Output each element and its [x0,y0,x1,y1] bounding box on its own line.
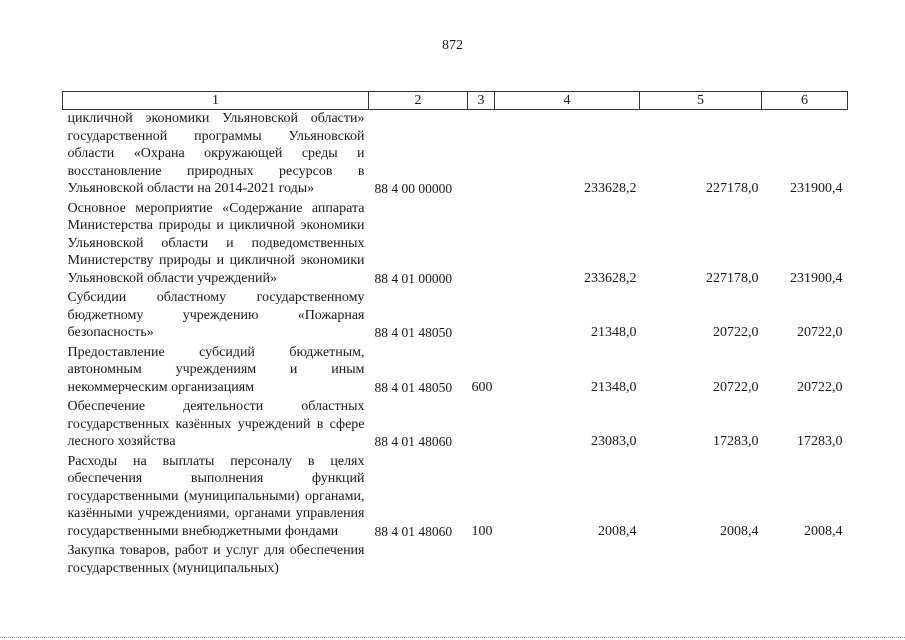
row-value-col4: 2008,4 [598,523,637,539]
row-value-col4: 23083,0 [591,434,637,449]
column-header-3: 3 [468,92,495,110]
row-code: 88 4 01 00000 [374,270,453,286]
row-value-col5: 2008,4 [720,523,759,539]
column-header-5: 5 [640,92,762,110]
column-header-6: 6 [762,92,848,110]
row-value-col5: 17283,0 [713,434,759,449]
row-value-col4: 233628,2 [584,181,637,196]
budget-table [62,91,848,578]
row-value-col5 [640,541,762,578]
row-value-col6: 231900,4 [790,181,843,196]
row-value-col4: 21348,0 [591,379,637,395]
table-row [63,541,848,578]
row-expense-type [468,288,495,343]
row-code: 88 4 01 48050 [374,379,453,395]
row-value-col6 [762,541,848,578]
table-row [63,452,848,542]
row-name: Предоставление субсидий бюджетным, автономным учреждениям и иным некоммерческим организациям [67,344,365,395]
row-value-col5: 227178,0 [706,270,759,286]
row-code: 88 4 00 00000 [374,181,453,196]
row-name: Основное мероприятие «Содержание аппарата Министерства природы и цикличной экономики Ульяновской области и подведомственных Министерству природы и цикличной экономики Ульяновской области учреждений» [67,200,365,286]
row-code: 88 4 01 48060 [374,523,453,539]
row-name: Субсидии областному государственному бюджетному учреждению «Пожарная безопасность» [67,290,365,340]
row-expense-type [468,397,495,452]
page-number: 872 [442,38,463,53]
row-code: 88 4 01 48050 [374,325,453,340]
row-name: Расходы на выплаты персоналу в целях обеспечения выполнения функций государственными (муниципальными) органами, казёнными учреждениями, органами управления государственными внебюджетными фондами [67,453,365,539]
row-value-col4 [495,541,640,578]
row-value-col4: 21348,0 [591,325,637,340]
row-code: 88 4 01 48060 [374,434,453,449]
row-expense-type: 100 [471,523,493,539]
table-header-row [63,92,848,110]
row-name: Закупка товаров, работ и услуг для обеспечения государственных (муниципальных) [67,543,365,576]
row-value-col5: 20722,0 [713,379,759,395]
row-value-col6: 2008,4 [804,523,843,539]
row-value-col5: 20722,0 [713,325,759,340]
row-name: цикличной экономики Ульяновской области» государственной программы Ульяновской области «Охрана окружающей среды и восстановление природных ресурсов в Ульяновской области на 2014-2021 годы» [67,111,365,196]
row-expense-type [468,199,495,289]
table-row [63,110,848,199]
row-value-col6: 17283,0 [797,434,843,449]
row-expense-type [468,541,495,578]
row-value-col6: 20722,0 [797,379,843,395]
table-row [63,288,848,343]
row-value-col4: 233628,2 [584,270,637,286]
table-row [63,397,848,452]
scan-edge-divider [0,635,905,638]
table-row [63,343,848,398]
column-header-4: 4 [495,92,640,110]
row-value-col6: 231900,4 [790,270,843,286]
row-expense-type [468,110,495,199]
table-row [63,199,848,289]
column-header-2: 2 [369,92,468,110]
row-value-col6: 20722,0 [797,325,843,340]
row-name: Обеспечение деятельности областных государственных казённых учреждений в сфере лесного хозяйства [67,399,365,449]
row-code [369,541,468,578]
row-expense-type: 600 [471,379,493,395]
row-value-col5: 227178,0 [706,181,759,196]
column-header-1: 1 [63,92,369,110]
